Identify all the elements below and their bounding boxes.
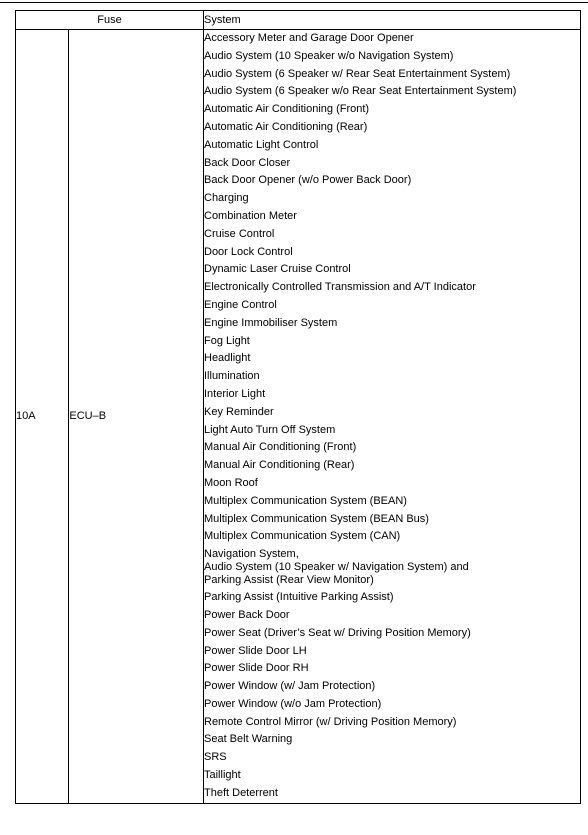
system-item: Power Slide Door RH: [204, 662, 309, 675]
system-item: Combination Meter: [204, 209, 297, 222]
system-item: Light Auto Turn Off System: [204, 423, 336, 436]
system-item: Moon Roof: [204, 476, 258, 489]
system-item: Remote Control Mirror (w/ Driving Position Memory): [204, 715, 457, 728]
system-item: Illumination: [204, 370, 260, 383]
system-item: Dynamic Laser Cruise Control: [204, 263, 351, 276]
system-item: Cruise Control: [204, 227, 275, 240]
system-item: Power Window (w/o Jam Protection): [204, 697, 382, 710]
system-item: Audio System (6 Speaker w/ Rear Seat Entertainment System): [204, 67, 511, 80]
fuse-name: ECU–B: [69, 30, 204, 804]
system-item: Multiplex Communication System (CAN): [204, 530, 401, 543]
system-item: Charging: [204, 192, 249, 205]
system-item: Automatic Air Conditioning (Front): [204, 103, 370, 116]
system-item: Engine Immobiliser System: [204, 316, 338, 329]
system-item: Multiplex Communication System (BEAN): [204, 494, 407, 507]
system-item: Automatic Light Control: [204, 138, 319, 151]
table-row: [16, 30, 581, 804]
system-item: Seat Belt Warning: [204, 733, 293, 746]
fuse-amperage: 10A: [16, 30, 69, 804]
system-item: Accessory Meter and Garage Door Opener: [204, 32, 414, 44]
system-item: Fog Light: [204, 334, 250, 347]
system-item: Manual Air Conditioning (Front): [204, 441, 357, 454]
system-item: SRS: [204, 751, 227, 764]
top-rule: [0, 2, 588, 3]
header-row: [16, 11, 581, 30]
system-item: Headlight: [204, 352, 251, 365]
system-item: Manual Air Conditioning (Rear): [204, 459, 355, 472]
system-item: Key Reminder: [204, 405, 274, 418]
system-item: Navigation System, Audio System (10 Speaker w/ Navigation System) and Parking Assist (Rear View Monitor): [204, 548, 469, 587]
system-item: Power Back Door: [204, 608, 290, 621]
system-item: Audio System (6 Speaker w/o Rear Seat Entertainment System): [204, 85, 517, 98]
system-item: Taillight: [204, 769, 241, 782]
system-item: Parking Assist (Intuitive Parking Assist): [204, 591, 394, 604]
system-item: Power Slide Door LH: [204, 644, 307, 657]
system-item: Interior Light: [204, 387, 266, 400]
system-item: Back Door Closer: [204, 156, 291, 169]
system-item: Electronically Controlled Transmission and A/T Indicator: [204, 281, 476, 294]
system-item: Engine Control: [204, 298, 277, 311]
fuse-header: Fuse: [16, 11, 204, 30]
system-item: Automatic Air Conditioning (Rear): [204, 120, 368, 133]
system-item: Audio System (10 Speaker w/o Navigation System): [204, 49, 454, 62]
fuse-table: [15, 10, 581, 804]
system-item: Multiplex Communication System (BEAN Bus): [204, 512, 429, 525]
system-item: Power Seat (Driver’s Seat w/ Driving Position Memory): [204, 626, 471, 639]
system-item: Theft Deterrent: [204, 786, 278, 799]
system-item: Back Door Opener (w/o Power Back Door): [204, 174, 412, 187]
system-item: Door Lock Control: [204, 245, 293, 258]
system-item: Power Window (w/ Jam Protection): [204, 680, 376, 693]
system-list: [204, 30, 581, 804]
system-header: System: [204, 11, 581, 30]
